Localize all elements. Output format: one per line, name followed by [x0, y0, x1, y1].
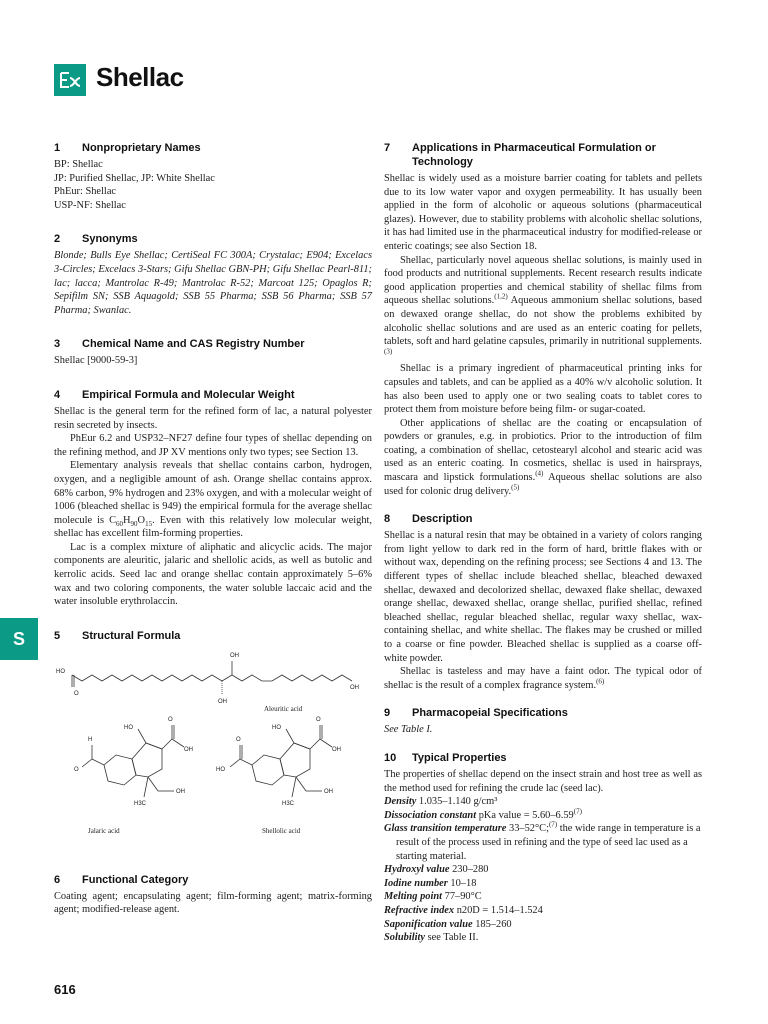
property-item: [384, 822, 702, 863]
section-2: [54, 232, 372, 317]
section-heading: [54, 141, 372, 155]
section-title: Empirical Formula and Molecular Weight: [82, 388, 295, 401]
section-title: Chemical Name and CAS Registry Number: [82, 338, 305, 351]
atom-label: H3C: [134, 800, 147, 807]
property-value: 77–90°C: [442, 891, 482, 903]
property-label: Iodine number: [384, 877, 448, 889]
property-list: [384, 795, 702, 945]
section-4: [54, 388, 372, 609]
section-8: [384, 512, 702, 692]
property-item: [384, 904, 702, 918]
section-heading: [54, 337, 372, 351]
right-column: [384, 141, 702, 945]
atom-label: H: [88, 736, 93, 743]
atom-label: HO: [216, 766, 225, 773]
text-run: O: [137, 514, 146, 526]
text-run: Shellac, particularly novel aqueous shellac solutions, is mainly used in food products and nutritional supplements. Recent research results indicate good application properties and chemical stability of shellac films from aqueous shellac solutions.: [384, 254, 702, 307]
section-number: 9: [384, 707, 391, 720]
text-run: Elementary analysis reveals that shellac contains carbon, hydrogen, oxygen, and a negligible amount of ash. Orange shellac contains approx. 68% carbon, 9% hydrogen and 23% oxygen, and with a molecular weight of 1006 (bleached shellac is 949) the empirical formula for the average shellac molecule is C: [54, 460, 372, 526]
property-item: [384, 931, 702, 945]
reference-marker[interactable]: (3): [384, 347, 393, 356]
property-label: Density: [384, 796, 417, 808]
cas-text: Shellac [9000-59-3]: [54, 355, 138, 367]
property-label: Hydroxyl value: [384, 864, 450, 876]
reference-marker[interactable]: (7): [548, 820, 558, 829]
name-line: JP: Purified Shellac, JP: White Shellac: [54, 172, 215, 184]
section-7: [384, 141, 702, 498]
property-value: 10–18: [447, 877, 477, 889]
atom-label: HO: [272, 724, 281, 731]
structure-caption: Jalaric acid: [88, 826, 120, 835]
section-3: [54, 337, 372, 368]
name-line: PhEur: Shellac: [54, 186, 117, 198]
atom-label: OH: [350, 684, 359, 691]
section-heading: [54, 388, 372, 402]
section-title: Applications in Pharmaceutical Formulation or Technology: [412, 142, 656, 168]
atom-label: OH: [324, 788, 333, 795]
section-number: 4: [54, 388, 61, 401]
paragraph: PhEur 6.2 and USP32–NF27 define four types of shellac depending on the refining method, and JP XV mentions only two types; see Section 13.: [54, 433, 372, 458]
synonyms-text: Blonde; Bulls Eye Shellac; CertiSeal FC 300A; Crystalac; E904; Excelacs 3-Circles; Excelacs 3-Stars; Gifu Shellac GBN-PH; Gifu Shellac Pearl-811; lac; lacca; Mantrolac R-49; Mantrolac R-52; Marcoat 125; Opaglos R; Sepifilm SN; SSB Aquagold; SSB 55 Pharma; SSB 56 Pharma; SSB 57 Pharma; Swanlac.: [54, 250, 372, 316]
atom-label: HO: [124, 724, 133, 731]
property-item: [384, 877, 702, 891]
atom-label: OH: [332, 746, 341, 753]
section-title: Synonyms: [82, 233, 138, 246]
section-title: Typical Properties: [412, 751, 507, 764]
aleuritic-acid-structure: [72, 661, 352, 695]
property-value: 33–52°C;: [506, 823, 549, 835]
section-1: [54, 141, 372, 212]
text-run: Other applications of shellac are the coating or encapsulation of powders or granules, e.g. in probiotics. Prior to the introduction of film coating, a combination of shellac, cetostearyl alcohol and stearic acid was used as an enteric coating. In cosmetics, shellac is used in hairsprays, mascara and lipstick formulations.: [384, 417, 702, 484]
atom-label: O: [316, 716, 321, 723]
structure-caption: Aleuritic acid: [264, 704, 303, 713]
property-item: [384, 795, 702, 809]
paragraph: [384, 665, 702, 692]
atom-label: OH: [176, 788, 185, 795]
section-heading: [384, 141, 702, 169]
property-label: Glass transition temperature: [384, 823, 507, 835]
section-title: Description: [412, 513, 473, 526]
section-title: Structural Formula: [82, 629, 181, 642]
structural-formula: [54, 647, 372, 859]
section-tab[interactable]: S: [0, 618, 38, 660]
section-title: Pharmacopeial Specifications: [412, 707, 568, 720]
section-heading: [384, 706, 702, 720]
section-heading: [54, 232, 372, 246]
subscript: 90: [130, 519, 138, 528]
property-value: 185–260: [472, 918, 512, 930]
paragraph: The properties of shellac depend on the insect strain and host tree as well as the method used for refining the crude lac (seed lac).: [384, 768, 702, 794]
jalaric-acid-structure: [82, 725, 184, 797]
reference-marker[interactable]: (4): [535, 469, 544, 478]
table-reference-link[interactable]: See Table I.: [384, 724, 433, 736]
property-label: Solubility: [384, 932, 425, 944]
text-run: Aqueous shellac solutions are also used for colonic drug delivery.: [384, 472, 702, 497]
reference-marker[interactable]: (5): [511, 483, 520, 492]
property-value: see Table II.: [425, 932, 479, 944]
property-value: 1.035–1.140 g/cm³: [416, 796, 498, 808]
atom-label: O: [74, 690, 79, 697]
atom-label: O: [168, 716, 173, 723]
property-note: the wide range in temperature is a result of the process used in refining and the type of seed lac used as a starting material.: [396, 823, 701, 862]
property-value: n20D = 1.514–1.524: [454, 904, 543, 916]
property-label: Melting point: [384, 891, 443, 903]
paragraph: Shellac is a primary ingredient of pharmaceutical printing inks for capsules and tablets, and can be applied as a 40% w/v alcoholic solution. It has also been used to apply one or two sealing coats to tablet cores to protect them from moisture before being film- or sugar-coated.: [384, 363, 702, 416]
property-value: pKa value = 5.60–6.59: [476, 809, 574, 821]
structure-caption: Shellolic acid: [262, 826, 301, 835]
paragraph: Lac is a complex mixture of aliphatic and alicyclic acids. The major components are aleuritic, jalaric and shellolic acids, as well as butolic and kerrolic acids. Seed lac and orange shellac contain approximately 5–6% wax and two coloring components, the water soluble laccaic acid and the water insoluble erythrolaccin.: [54, 541, 372, 608]
section-number: 7: [384, 142, 391, 154]
paragraph: Shellac is the general term for the refined form of lac, a natural polyester resin secreted by insects.: [54, 405, 372, 431]
subscript: 60: [116, 519, 124, 528]
subscript: 15: [145, 519, 153, 528]
section-number: 5: [54, 629, 61, 642]
ex-logo-icon: [54, 64, 86, 96]
atom-label: OH: [230, 652, 239, 659]
section-title: Nonproprietary Names: [82, 142, 201, 154]
paragraph: [384, 417, 702, 499]
atom-label: OH: [184, 746, 193, 753]
property-label: Saponification value: [384, 918, 473, 930]
text-run: Aqueous ammonium shellac solutions, based on dewaxed orange shellac, do not show the problems exhibited by alcoholic shellac solutions and are used as an enteric coating for pellets, tablets, soft and hard gelatine capsules, primarily in nutritional supplements.: [384, 295, 702, 348]
section-heading: [54, 873, 372, 887]
text-run: . Even with this relatively low molecular weight, shellac has excellent film-forming properties.: [54, 514, 373, 540]
section-number: 3: [54, 338, 61, 351]
section-5: [54, 629, 372, 859]
section-number: 8: [384, 513, 391, 526]
paragraph: Shellac is widely used as a moisture barrier coating for tablets and pellets due to its low water vapor and oxygen permeability. It has usually been applied in the form of alcoholic or aqueous solutions (pharmaceutical glazes). However, due to stability problems with alcoholic shellac solutions, it has had limited use in the pharmaceutical industry for modified-release or enteric coatings; see also Section 18.: [384, 173, 702, 252]
section-heading: [384, 751, 702, 765]
shellolic-acid-structure: [230, 725, 332, 797]
paragraph: [54, 459, 372, 541]
text-run: Shellac is tasteless and may have a faint odor. The typical odor of shellac is the result of a complex fragrance system.: [384, 666, 702, 691]
section-number: 6: [54, 873, 61, 886]
reference-marker[interactable]: (6): [596, 677, 605, 686]
paragraph: [384, 254, 702, 363]
property-value: 230–280: [449, 864, 489, 876]
section-6: [54, 873, 372, 917]
atom-label: OH: [218, 698, 227, 705]
section-number: 10: [384, 751, 397, 764]
section-9: [384, 706, 702, 737]
section-title: Functional Category: [82, 873, 189, 886]
property-label: Dissociation constant: [384, 809, 477, 821]
section-heading: [384, 512, 702, 526]
page-number: 616: [54, 982, 76, 997]
left-column: [54, 141, 372, 917]
section-number: 2: [54, 233, 61, 246]
property-item: [384, 890, 702, 904]
paragraph: Shellac is a natural resin that may be obtained in a variety of colors ranging from light yellow to dark red in the form of hard, brittle flakes with or without wax, depending on the refining process; see Sections 4 and 13. The different types of shellac include bleached shellac, bleached dewaxed shellac, dewaxed and decolorized shellac, dewaxed flake shellac, dewaxed orange shellac, dewaxed shellac, orange shellac, purified shellac, refined bleached shellac, regular bleached shellac, regular waxy shellac, wax-containing shellac, and white shellac. The flakes may be crushed or milled to a coarse or fine powder. Bleached shellac is supplied as a coarse off-white powder.: [384, 530, 702, 664]
paragraph: Coating agent; encapsulating agent; film-forming agent; matrix-forming agent; modified-release agent.: [54, 890, 372, 916]
reference-marker[interactable]: (7): [573, 807, 582, 816]
section-heading: [54, 629, 372, 643]
property-item: [384, 918, 702, 932]
name-line: BP: Shellac: [54, 159, 103, 170]
property-item: [384, 863, 702, 877]
text-run: H: [123, 514, 131, 526]
atom-label: O: [236, 736, 241, 743]
name-line: USP-NF: Shellac: [54, 199, 126, 211]
property-item: [384, 809, 702, 823]
atom-label: O: [74, 766, 79, 773]
atom-label: HO: [56, 668, 65, 675]
atom-label: H3C: [282, 800, 295, 807]
reference-marker[interactable]: (1,2): [494, 292, 508, 301]
page-title: Shellac: [96, 62, 184, 92]
section-number: 1: [54, 142, 61, 154]
section-10: [384, 751, 702, 945]
property-label: Refractive index: [384, 904, 455, 916]
